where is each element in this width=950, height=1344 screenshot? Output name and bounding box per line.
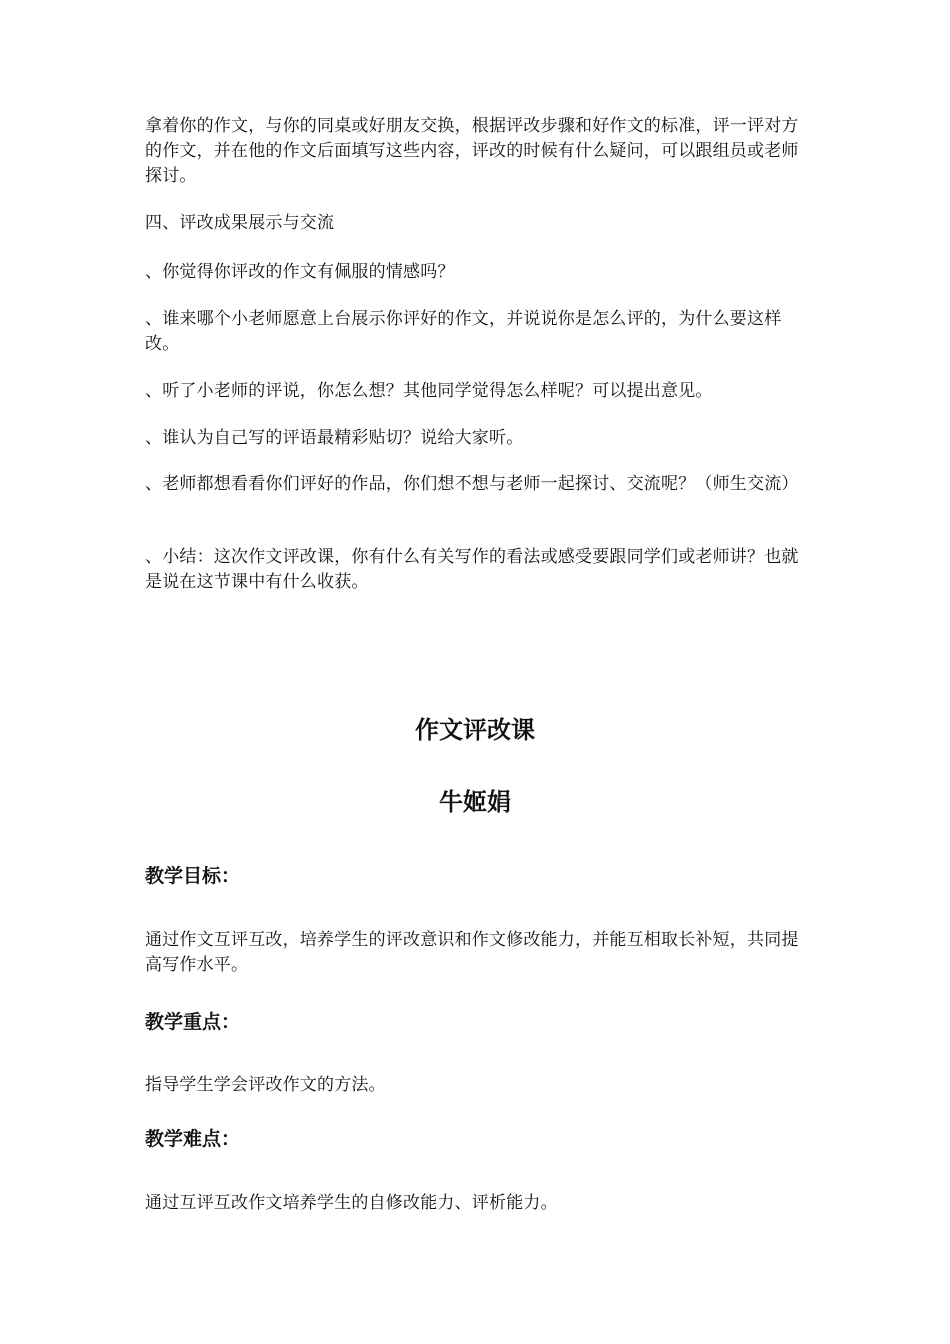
- list-item: 、谁认为自己写的评语最精彩贴切？说给大家听。: [145, 428, 524, 448]
- difficulties-heading: 教学难点：: [145, 1128, 241, 1150]
- key-points-text: 指导学生学会评改作文的方法。: [145, 1075, 386, 1095]
- list-item: 、谁来哪个小老师愿意上台展示你评好的作文，并说说你是怎么评的，为什么要这样改。: [145, 309, 782, 354]
- document-title: 作文评改课: [415, 715, 535, 744]
- intro-paragraph: 拿着你的作文，与你的同桌或好朋友交换，根据评改步骤和好作文的标准，评一评对方的作文，并在他的作文后面填写这些内容，评改的时候有什么疑问，可以跟组员或老师探讨。: [145, 116, 799, 186]
- list-item: 、你觉得你评改的作文有佩服的情感吗？: [145, 262, 455, 282]
- author-name: 牛姬娟: [439, 787, 511, 816]
- section-heading-evaluation-sharing: 四、评改成果展示与交流: [145, 213, 335, 233]
- difficulties-text: 通过互评互改作文培养学生的自修改能力、评析能力。: [145, 1193, 558, 1213]
- objectives-heading: 教学目标：: [145, 865, 241, 887]
- objectives-text: 通过作文互评互改，培养学生的评改意识和作文修改能力，并能互相取长补短，共同提高写作水平。: [145, 930, 799, 975]
- key-points-heading: 教学重点：: [145, 1011, 241, 1033]
- list-item: 、老师都想看看你们评好的作品，你们想不想与老师一起探讨、交流呢？（师生交流）: [145, 474, 799, 494]
- list-item: 、小结：这次作文评改课，你有什么有关写作的看法或感受要跟同学们或老师讲？也就是说在这节课中有什么收获。: [145, 547, 799, 592]
- list-item: 、听了小老师的评说，你怎么想？其他同学觉得怎么样呢？可以提出意见。: [145, 381, 713, 401]
